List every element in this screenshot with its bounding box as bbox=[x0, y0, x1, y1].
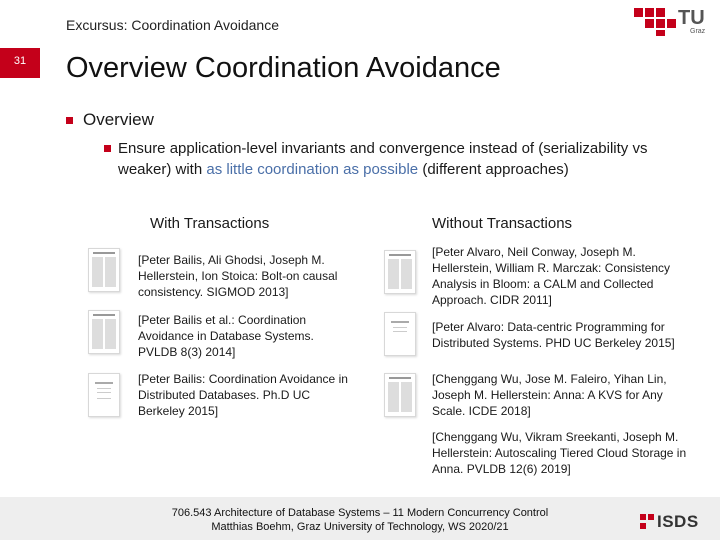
footer-course: 706.543 Architecture of Database Systems – 11 Modern Concurrency Control bbox=[171, 507, 549, 519]
bullet-level1-text: Overview bbox=[83, 110, 154, 129]
bullet-level2-highlight: as little coordination as possible bbox=[206, 161, 419, 178]
reference-right-2: [Peter Alvaro: Data-centric Programming for Distributed Systems. PHD UC Berkeley 2015] bbox=[432, 320, 675, 350]
bullet-level2-text bbox=[104, 138, 704, 180]
footer bbox=[0, 497, 720, 540]
bullet-square-icon bbox=[66, 117, 73, 124]
isds-logo bbox=[640, 512, 699, 532]
paper-thumbnail-icon bbox=[384, 373, 416, 417]
isds-logo-marks-icon bbox=[640, 514, 654, 530]
reference-right-4: [Chenggang Wu, Vikram Sreekanti, Joseph M. Hellerstein: Autoscaling Tiered Cloud Storage in Anna. PVLDB 12(6) 2019] bbox=[432, 430, 687, 476]
paper-thumbnail-icon bbox=[88, 373, 120, 417]
paper-thumbnail-icon bbox=[384, 250, 416, 294]
footer-author: Matthias Boehm, Graz University of Technology, WS 2020/21 bbox=[211, 521, 509, 533]
reference-right-3: [Chenggang Wu, Jose M. Faleiro, Yihan Lin, Joseph M. Hellerstein: Anna: A KVS for Any Scale. ICDE 2018] bbox=[432, 372, 667, 418]
bullet-level2-part2: (different approaches) bbox=[418, 161, 569, 178]
reference-left-3: [Peter Bailis: Coordination Avoidance in Distributed Databases. Ph.D UC Berkeley 2015] bbox=[138, 372, 348, 418]
paper-thumbnail-icon bbox=[88, 248, 120, 292]
reference-left-1: [Peter Bailis, Ali Ghodsi, Joseph M. Hellerstein, Ion Stoica: Bolt-on causal consistency. SIGMOD 2013] bbox=[138, 253, 338, 299]
paper-thumbnail-icon bbox=[384, 312, 416, 356]
logo-subtext: Graz bbox=[690, 28, 706, 35]
bullet-level2-part1: Ensure application-level invariants and convergence instead of (serializability vs weaker) with bbox=[118, 140, 648, 178]
reference-right-1: [Peter Alvaro, Neil Conway, Joseph M. Hellerstein, William R. Marczak: Consistency Analysis in Bloom: a CALM and Collected Approach. CIDR 2011] bbox=[432, 245, 671, 307]
bullet-square-icon bbox=[104, 145, 111, 152]
tu-graz-logo-blocks-icon bbox=[634, 8, 678, 36]
tu-graz-logo bbox=[634, 6, 710, 38]
section-title: Excursus: Coordination Avoidance bbox=[66, 17, 279, 33]
slide-number: 31 bbox=[0, 48, 40, 78]
right-column-heading: Without Transactions bbox=[432, 215, 573, 232]
left-column-heading: With Transactions bbox=[150, 215, 270, 232]
bullet-level1 bbox=[66, 110, 154, 130]
paper-thumbnail-icon bbox=[88, 310, 120, 354]
isds-logo-text: ISDS bbox=[657, 512, 699, 531]
logo-text: TU bbox=[678, 7, 705, 29]
page-title: Overview Coordination Avoidance bbox=[66, 52, 501, 84]
bullet-level2 bbox=[104, 138, 704, 180]
reference-left-2: [Peter Bailis et al.: Coordination Avoidance in Database Systems. PVLDB 8(3) 2014] bbox=[138, 313, 314, 359]
